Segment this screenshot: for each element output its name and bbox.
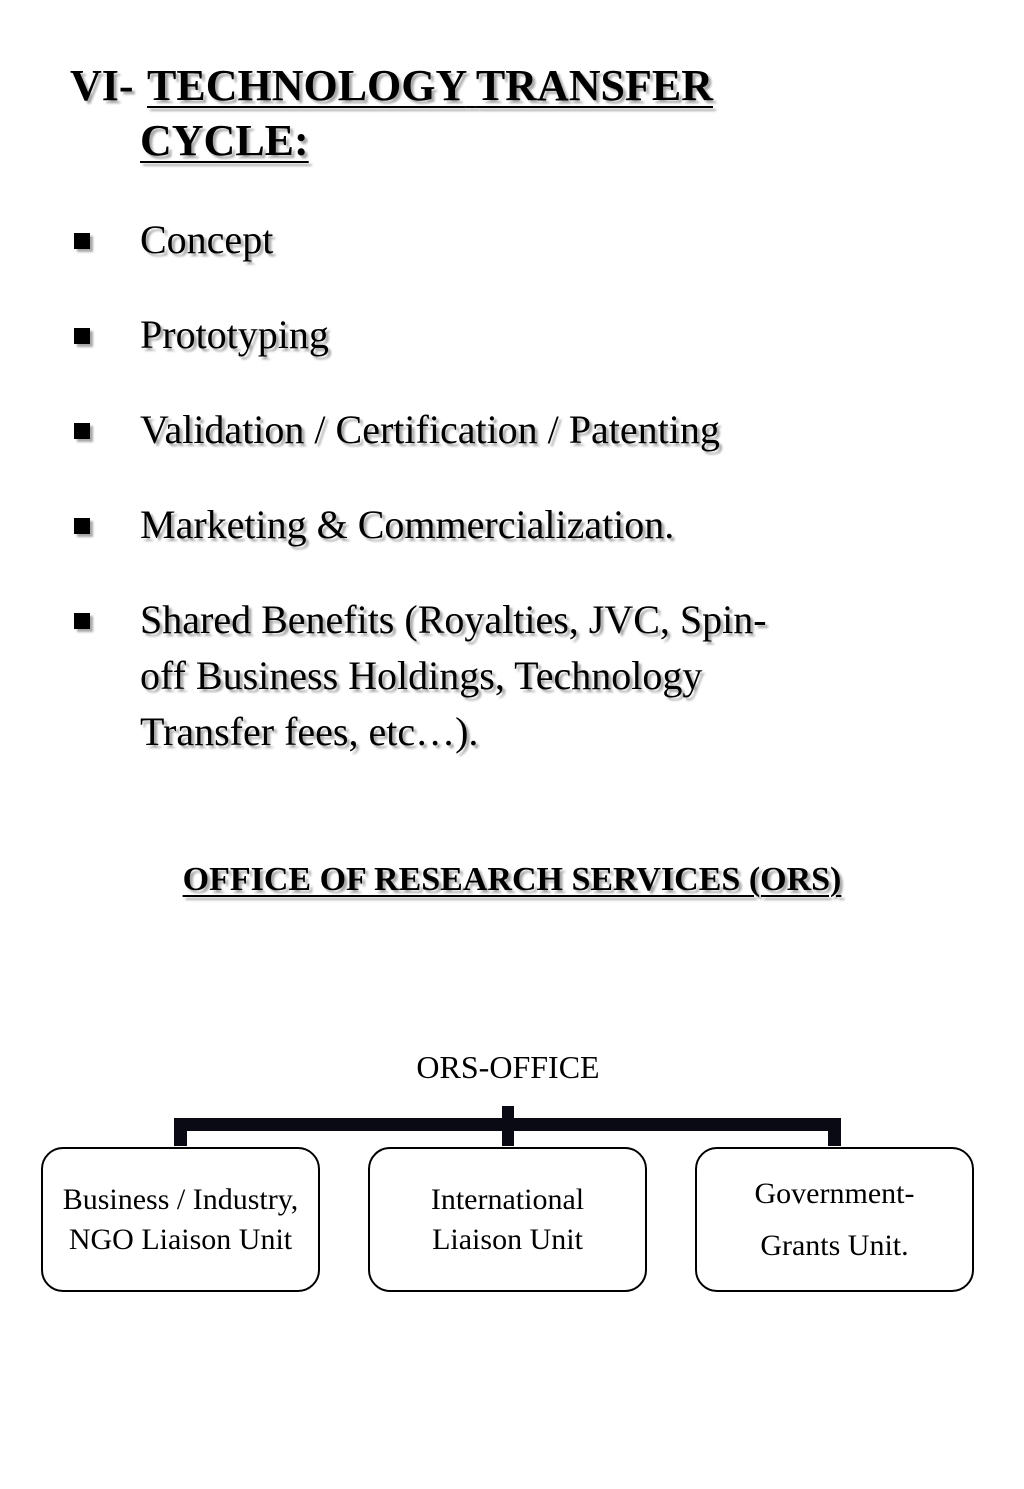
list-item <box>70 592 850 760</box>
square-bullet-icon <box>74 613 90 629</box>
square-bullet-icon <box>74 233 90 249</box>
unit-label-line-1: Government- <box>754 1176 915 1210</box>
list-item-text: Concept <box>140 217 274 262</box>
section-heading <box>70 58 830 168</box>
unit-label-line-2: Liaison Unit <box>432 1222 583 1256</box>
section-title-line-2: CYCLE: <box>140 116 309 165</box>
section-title-word-1: TECHNOLOGY <box>147 61 466 110</box>
list-item-text-line-2: off Business Holdings, Technology <box>140 653 703 698</box>
list-item-text: Validation / Certification / Patenting <box>140 407 720 452</box>
org-chart-root-label: ORS-OFFICE <box>416 1049 600 1085</box>
list-item-text-line-3: Transfer fees, etc…). <box>140 709 479 754</box>
connector-vertical-right <box>828 1118 841 1146</box>
business-industry-ngo-liaison-unit-box <box>41 1147 320 1292</box>
section-title-word-2: TRANSFER <box>475 61 714 110</box>
list-item-text: Marketing & Commercialization. <box>140 502 675 547</box>
square-bullet-icon <box>74 518 90 534</box>
square-bullet-icon <box>74 423 90 439</box>
connector-horizontal <box>174 1118 841 1131</box>
list-item <box>70 307 850 363</box>
unit-label-line-2: Grants Unit. <box>760 1228 909 1262</box>
section-title <box>140 58 830 113</box>
list-item <box>70 402 850 458</box>
list-item-text: Prototyping <box>140 312 329 357</box>
list-item-text-line-1: Shared Benefits (Royalties, JVC, Spin- <box>140 597 767 642</box>
square-bullet-icon <box>74 328 90 344</box>
government-grants-unit-box <box>695 1147 974 1292</box>
international-liaison-unit-box <box>368 1147 647 1292</box>
unit-label-line-2: NGO Liaison Unit <box>68 1222 293 1256</box>
unit-label-line-1: Business / Industry, <box>62 1182 299 1216</box>
list-item <box>70 497 850 553</box>
ors-heading <box>0 855 1024 905</box>
unit-label-line-1: International <box>430 1182 585 1216</box>
connector-vertical-left <box>174 1118 187 1146</box>
ors-heading-text: OFFICE OF RESEARCH SERVICES (ORS) <box>182 861 842 898</box>
list-item <box>70 212 850 268</box>
section-number: VI- <box>70 61 134 110</box>
